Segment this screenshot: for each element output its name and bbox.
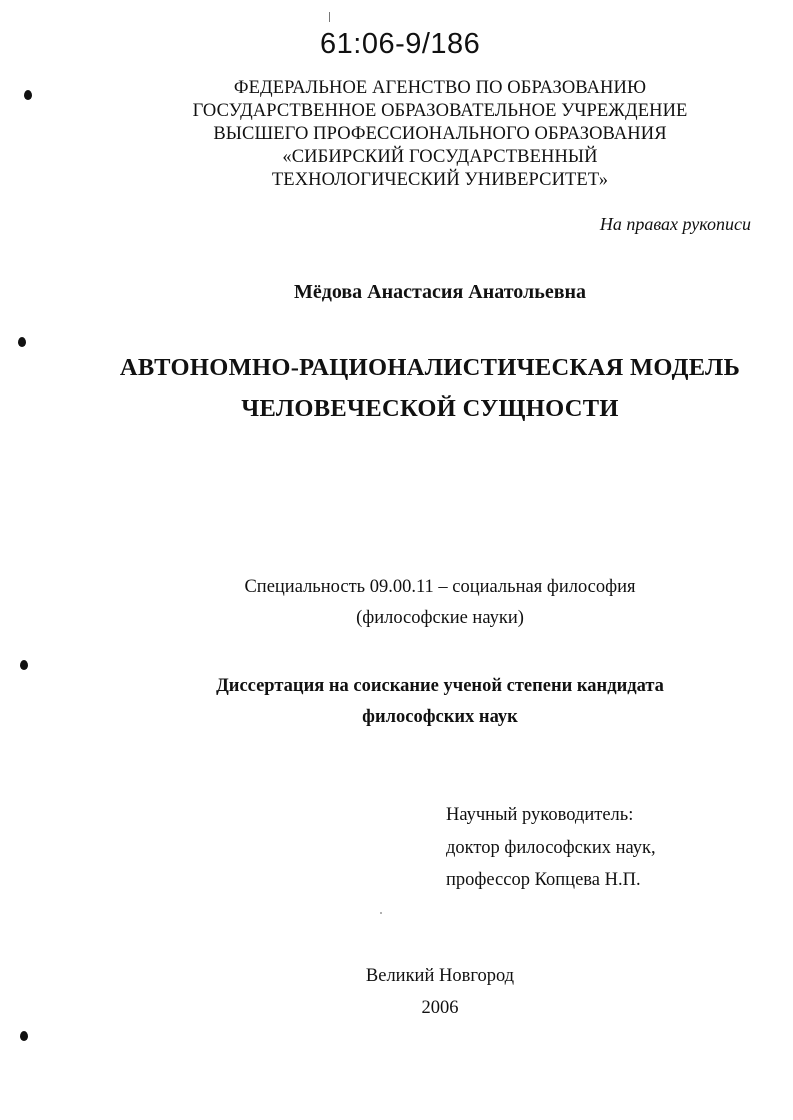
binding-hole-mark	[18, 337, 26, 347]
binding-hole-mark	[20, 660, 28, 670]
title-line: АВТОНОМНО-РАЦИОНАЛИСТИЧЕСКАЯ МОДЕЛЬ	[119, 354, 741, 381]
advisor-degree: доктор философских наук,	[446, 838, 656, 858]
organization-line: «СИБИРСКИЙ ГОСУДАРСТВЕННЫЙ	[282, 147, 598, 167]
advisor-label: Научный руководитель:	[446, 805, 634, 825]
degree-line: Диссертация на соискание ученой степени кандидата	[216, 676, 664, 696]
scan-mark-top	[329, 12, 330, 22]
binding-hole-mark	[20, 1031, 28, 1041]
specialty-field: (философские науки)	[356, 608, 524, 628]
city: Великий Новгород	[365, 966, 515, 986]
organization-line: ТЕХНОЛОГИЧЕСКИЙ УНИВЕРСИТЕТ»	[271, 170, 609, 190]
title-line: ЧЕЛОВЕЧЕСКОЙ СУЩНОСТИ	[241, 395, 619, 422]
binding-hole-mark	[24, 90, 32, 100]
degree-field: философских наук	[362, 707, 518, 727]
advisor-name: профессор Копцева Н.П.	[446, 870, 641, 890]
specialty-line: Специальность 09.00.11 – социальная философия	[244, 577, 636, 597]
scan-speck	[380, 912, 382, 914]
organization-line: ФЕДЕРАЛЬНОЕ АГЕНСТВО ПО ОБРАЗОВАНИЮ	[233, 78, 647, 98]
catalog-code: 61:06-9/186	[320, 28, 481, 60]
organization-line: ГОСУДАРСТВЕННОЕ ОБРАЗОВАТЕЛЬНОЕ УЧРЕЖДЕНИЕ	[192, 101, 688, 121]
author-name: Мёдова Анастасия Анатольевна	[293, 281, 587, 303]
organization-line: ВЫСШЕГО ПРОФЕССИОНАЛЬНОГО ОБРАЗОВАНИЯ	[213, 124, 667, 144]
manuscript-rights-note: На правах рукописи	[599, 214, 751, 234]
year: 2006	[421, 998, 459, 1018]
